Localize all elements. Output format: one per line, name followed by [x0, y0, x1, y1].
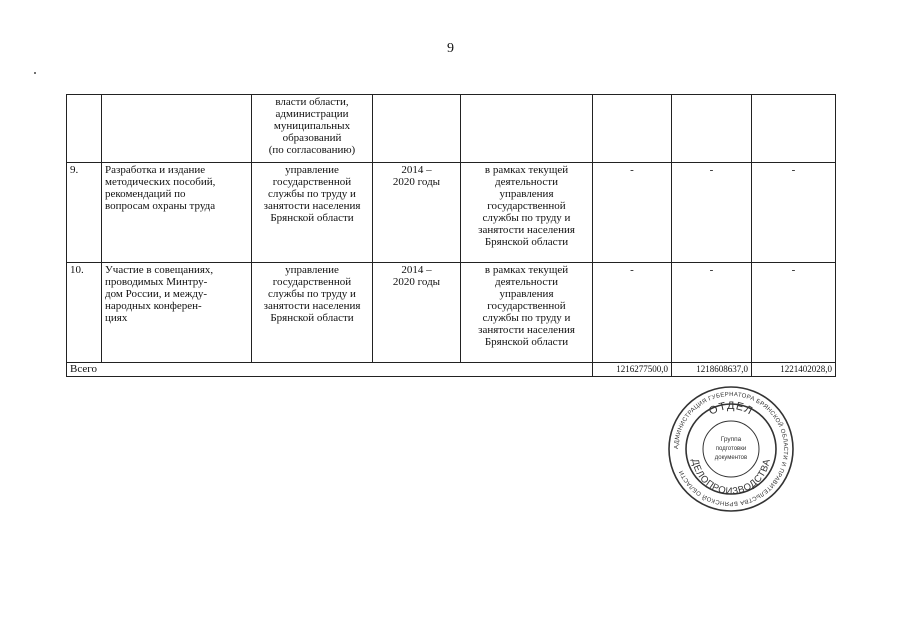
- official-stamp: [665, 385, 797, 513]
- stamp-title: ОТДЕЛ: [707, 399, 756, 418]
- value-cell-2: [672, 95, 752, 163]
- total-value-3: 1221402028,0: [752, 363, 836, 377]
- value-cell-3: -: [752, 263, 836, 363]
- page-number: 9: [447, 41, 454, 56]
- funding-source-cell: [461, 95, 593, 163]
- table-row: [67, 263, 836, 363]
- action-cell: [102, 95, 252, 163]
- executor-cell: власти области, администрации муниципальных образований (по согласованию): [252, 95, 373, 163]
- value-cell-3: [752, 95, 836, 163]
- executor-cell: управление государственной службы по труду и занятости населения Брянской области: [252, 263, 373, 363]
- total-label: Всего: [67, 363, 593, 377]
- stamp-center-line: подготовки: [715, 446, 747, 452]
- value-cell-2: -: [672, 163, 752, 263]
- action-cell: Разработка и издание методических пособий, рекомендаций по вопросам охраны труда: [102, 163, 252, 263]
- row-number: 9.: [67, 163, 102, 263]
- table-row-continuation: [67, 95, 836, 163]
- value-cell-1: -: [593, 263, 672, 363]
- stamp-subtitle: ДЕЛОПРОИЗВОДСТВА: [689, 457, 773, 498]
- executor-cell: управление государственной службы по труду и занятости населения Брянской области: [252, 163, 373, 263]
- period-cell: 2014 – 2020 годы: [373, 263, 461, 363]
- value-cell-2: -: [672, 263, 752, 363]
- scan-speck: [34, 72, 36, 74]
- action-cell: Участие в совещаниях, проводимых Минтру- дом России, и между- народных конферен- циях: [102, 263, 252, 363]
- funding-source-cell: в рамках текущей деятельности управления государственной службы по труду и занятости населения Брянской области: [461, 263, 593, 363]
- row-number: 10.: [67, 263, 102, 363]
- funding-source-cell: в рамках текущей деятельности управления государственной службы по труду и занятости населения Брянской области: [461, 163, 593, 263]
- value-cell-1: -: [593, 163, 672, 263]
- stamp-outer-text: АДМИНИСТРАЦИЯ ГУБЕРНАТОРА БРЯНСКОЙ ОБЛАСТИ И ПРАВИТЕЛЬСТВА БРЯНСКОЙ ОБЛАСТИ: [673, 391, 789, 507]
- total-value-1: 1216277500,0: [593, 363, 672, 377]
- value-cell-3: -: [752, 163, 836, 263]
- total-value-2: 1218608637,0: [672, 363, 752, 377]
- period-cell: [373, 95, 461, 163]
- activities-table: [66, 94, 836, 377]
- value-cell-1: [593, 95, 672, 163]
- row-number: [67, 95, 102, 163]
- svg-text:ОТДЕЛ: [707, 400, 755, 418]
- period-cell: 2014 – 2020 годы: [373, 163, 461, 263]
- stamp-center-line: Группа: [720, 436, 742, 443]
- total-row: [67, 363, 836, 377]
- stamp-center-line: документов: [714, 455, 748, 461]
- table-row: [67, 163, 836, 263]
